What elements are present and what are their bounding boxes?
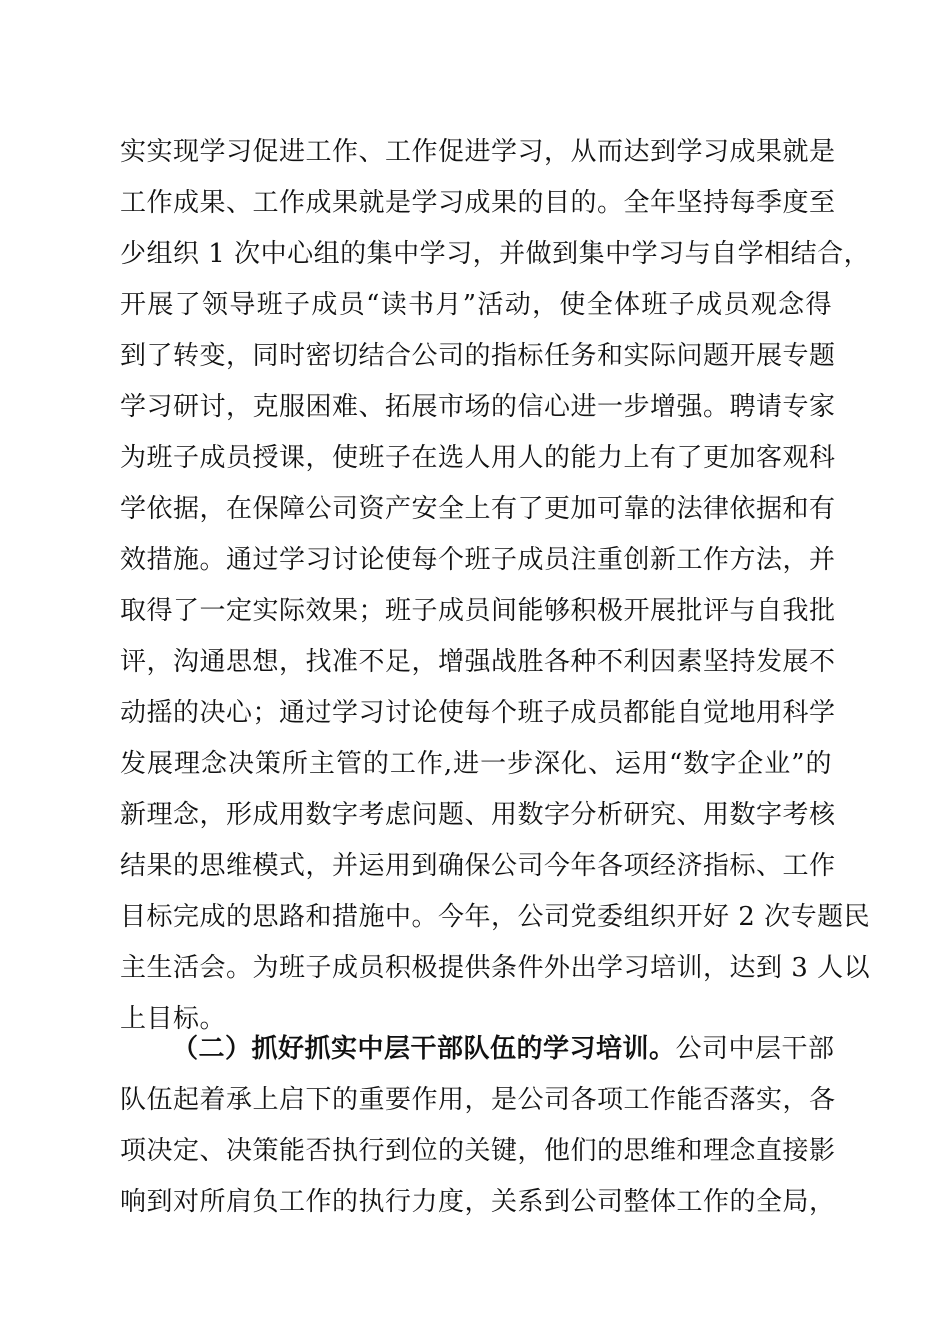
text-line: 发展理念决策所主管的工作,进一步深化、运用“数字企业”的 xyxy=(120,749,832,779)
body-paragraph xyxy=(120,127,871,1045)
text-line: 上目标。 xyxy=(120,1004,227,1034)
text-line: 队伍起着承上启下的重要作用，是公司各项工作能否落实，各 xyxy=(120,1085,836,1115)
text-line: 效措施。通过学习讨论使每个班子成员注重创新工作方法，并 xyxy=(120,545,836,575)
text-line: 项决定、决策能否执行到位的关键，他们的思维和理念直接影 xyxy=(120,1136,836,1166)
text-line: 到了转变，同时密切结合公司的指标任务和实际问题开展专题 xyxy=(120,341,836,371)
text-line: 结果的思维模式，并运用到确保公司今年各项经济指标、工作 xyxy=(120,851,836,881)
section-paragraph xyxy=(120,1024,836,1228)
text-line: 为班子成员授课，使班子在选人用人的能力上有了更加客观科 xyxy=(120,443,836,473)
text-line: 实实现学习促进工作、工作促进学习，从而达到学习成果就是 xyxy=(120,137,836,167)
section-first-line xyxy=(120,1024,835,1075)
text-line: 主生活会。为班子成员积极提供条件外出学习培训，达到 3 人以 xyxy=(120,953,871,983)
text-line: 目标完成的思路和措施中。今年，公司党委组织开好 2 次专题民 xyxy=(120,902,871,932)
section-heading: （二）抓好抓实中层干部队伍的学习培训。 xyxy=(172,1034,676,1064)
text-line: 取得了一定实际效果；班子成员间能够积极开展批评与自我批 xyxy=(120,596,836,626)
section-heading-continuation: 公司中层干部 xyxy=(675,1034,835,1064)
text-line: 开展了领导班子成员“读书月”活动，使全体班子成员观念得 xyxy=(120,290,832,320)
text-line: 响到对所肩负工作的执行力度，关系到公司整体工作的全局， xyxy=(120,1187,836,1217)
text-line: 少组织 1 次中心组的集中学习，并做到集中学习与自学相结合， xyxy=(120,239,871,269)
text-line: 学习研讨，克服困难、拓展市场的信心进一步增强。聘请专家 xyxy=(120,392,836,422)
text-line: 学依据，在保障公司资产安全上有了更加可靠的法律依据和有 xyxy=(120,494,836,524)
text-line: 新理念，形成用数字考虑问题、用数字分析研究、用数字考核 xyxy=(120,800,836,830)
text-line: 评，沟通思想，找准不足，增强战胜各种不利因素坚持发展不 xyxy=(120,647,836,677)
text-line: 动摇的决心；通过学习讨论使每个班子成员都能自觉地用科学 xyxy=(120,698,836,728)
text-line: 工作成果、工作成果就是学习成果的目的。全年坚持每季度至 xyxy=(120,188,836,218)
